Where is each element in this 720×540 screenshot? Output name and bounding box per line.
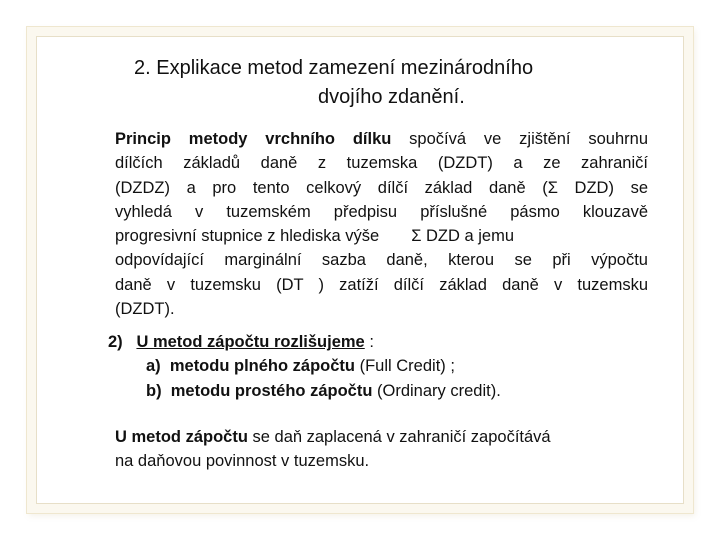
list-heading: 2) U metod zápočtu rozlišujeme :: [108, 333, 374, 351]
slide-title-line-2: dvojího zdanění.: [318, 86, 465, 108]
paragraph-line: (DZDZ) a pro tento celkový dílčí základ daně (Σ DZD) se: [115, 178, 648, 197]
paragraph-line: vyhledá v tuzemském předpisu příslušné pásmo klouzavě: [115, 202, 648, 221]
list-number: 2): [108, 333, 123, 351]
paragraph-line: dílčích základů daně z tuzemska (DZDT) a ze zahraničí: [115, 154, 648, 173]
paragraph-line: (DZDT).: [115, 300, 175, 319]
paragraph-line: odpovídající marginální sazba daně, kterou se při výpočtu: [115, 251, 648, 270]
list-item: a) metodu plného zápočtu (Full Credit) ;: [146, 357, 455, 376]
list-item: b) metodu prostého zápočtu (Ordinary credit).: [146, 381, 501, 400]
bold-lead: Princip metody vrchního dílku: [115, 130, 392, 148]
paragraph-credit-note: [115, 425, 655, 474]
slide-title-line-1: 2. Explikace metod zamezení mezinárodního: [134, 57, 534, 79]
paragraph-line: U metod zápočtu se daň zaplacená v zahraničí započítává: [115, 428, 551, 446]
paragraph-credit-methods: [108, 330, 648, 403]
paragraph-line: na daňovou povinnost v tuzemsku.: [115, 452, 370, 471]
paragraph-line: progresivní stupnice z hlediska výše Σ DZD a jemu: [115, 227, 515, 246]
paragraph-line: daně v tuzemsku (DT ) zatíží dílčí základ daně v tuzemsku: [115, 275, 648, 294]
paragraph-line: Princip metody vrchního dílku spočívá ve zjištění souhrnu: [115, 130, 648, 148]
paragraph-principle: [115, 127, 648, 321]
list-heading-text: U metod zápočtu rozlišujeme: [136, 333, 365, 351]
